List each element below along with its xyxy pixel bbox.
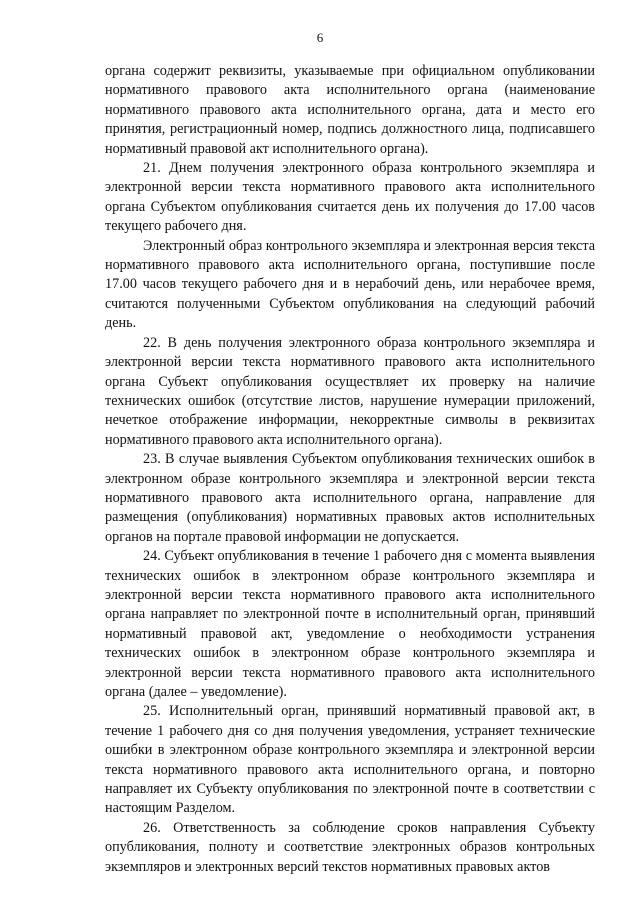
paragraph-24: 24. Субъект опубликования в течение 1 рабочего дня с момента выявления технических ошибок в электронном образе контрольного экземпляра и электронной версии текста нормативного правового акта исполнительного органа направляет по электронной почте в исполнительный орган, принявший нормативный правовой акт, уведомление о необходимости устранения технических ошибок в электронном образе контрольного экземпляра и электронной версии текста нормативного правового акта исполнительного органа (далее – уведомление). [105,548,595,700]
paragraph-21-note: Электронный образ контрольного экземпляра и электронная версия текста нормативного правового акта исполнительного органа, поступившие после 17.00 часов текущего рабочего дня и в нерабочий день, или нерабочее время, считаются полученными Субъектом опубликования на следующий рабочий день. [105,237,595,332]
paragraph-22: 22. В день получения электронного образа контрольного экземпляра и электронной версии текста нормативного правового акта исполнительного органа Субъект опубликования осуществляет их проверку на наличие технических ошибок (отсутствие листов, нарушение нумерации приложений, нечеткое отображение информации, некорректные символы в реквизитах нормативного правового акта исполнительного органа). [105,334,595,448]
document-body [105,62,595,877]
paragraph-continuation: органа содержит реквизиты, указываемые при официальном опубликовании нормативного правового акта исполнительного органа (наименование нормативного правового акта исполнительного органа, дата и место его принятия, регистрационный номер, подпись должностного лица, подписавшего нормативный правовой акт исполнительного органа). [105,63,595,157]
paragraph-23: 23. В случае выявления Субъектом опубликования технических ошибок в электронном образе контрольного экземпляра и электронной версии текста нормативного правового акта исполнительного органа, направление для размещения (опубликования) нормативных правовых актов исполнительных органов на портале правовой информации не допускается. [105,451,595,545]
paragraph-26: 26. Ответственность за соблюдение сроков направления Субъекту опубликования, полноту и соответствие электронных образов контрольных экземпляров и электронных версий текстов нормативных правовых актов [105,819,595,875]
page-number: 6 [316,30,324,45]
paragraph-25: 25. Исполнительный орган, принявший нормативный правовой акт, в течение 1 рабочего дня со дня получения уведомления, устраняет технические ошибки в электронном образе контрольного экземпляра и электронной версии текста нормативного правового акта исполнительного органа, и повторно направляет их Субъекту опубликования по электронной почте в соответствии с настоящим Разделом. [105,703,595,817]
paragraph-21: 21. Днем получения электронного образа контрольного экземпляра и электронной версии текста нормативного правового акта исполнительного органа Субъектом опубликования считается день их получения до 17.00 часов текущего рабочего дня. [105,160,595,235]
